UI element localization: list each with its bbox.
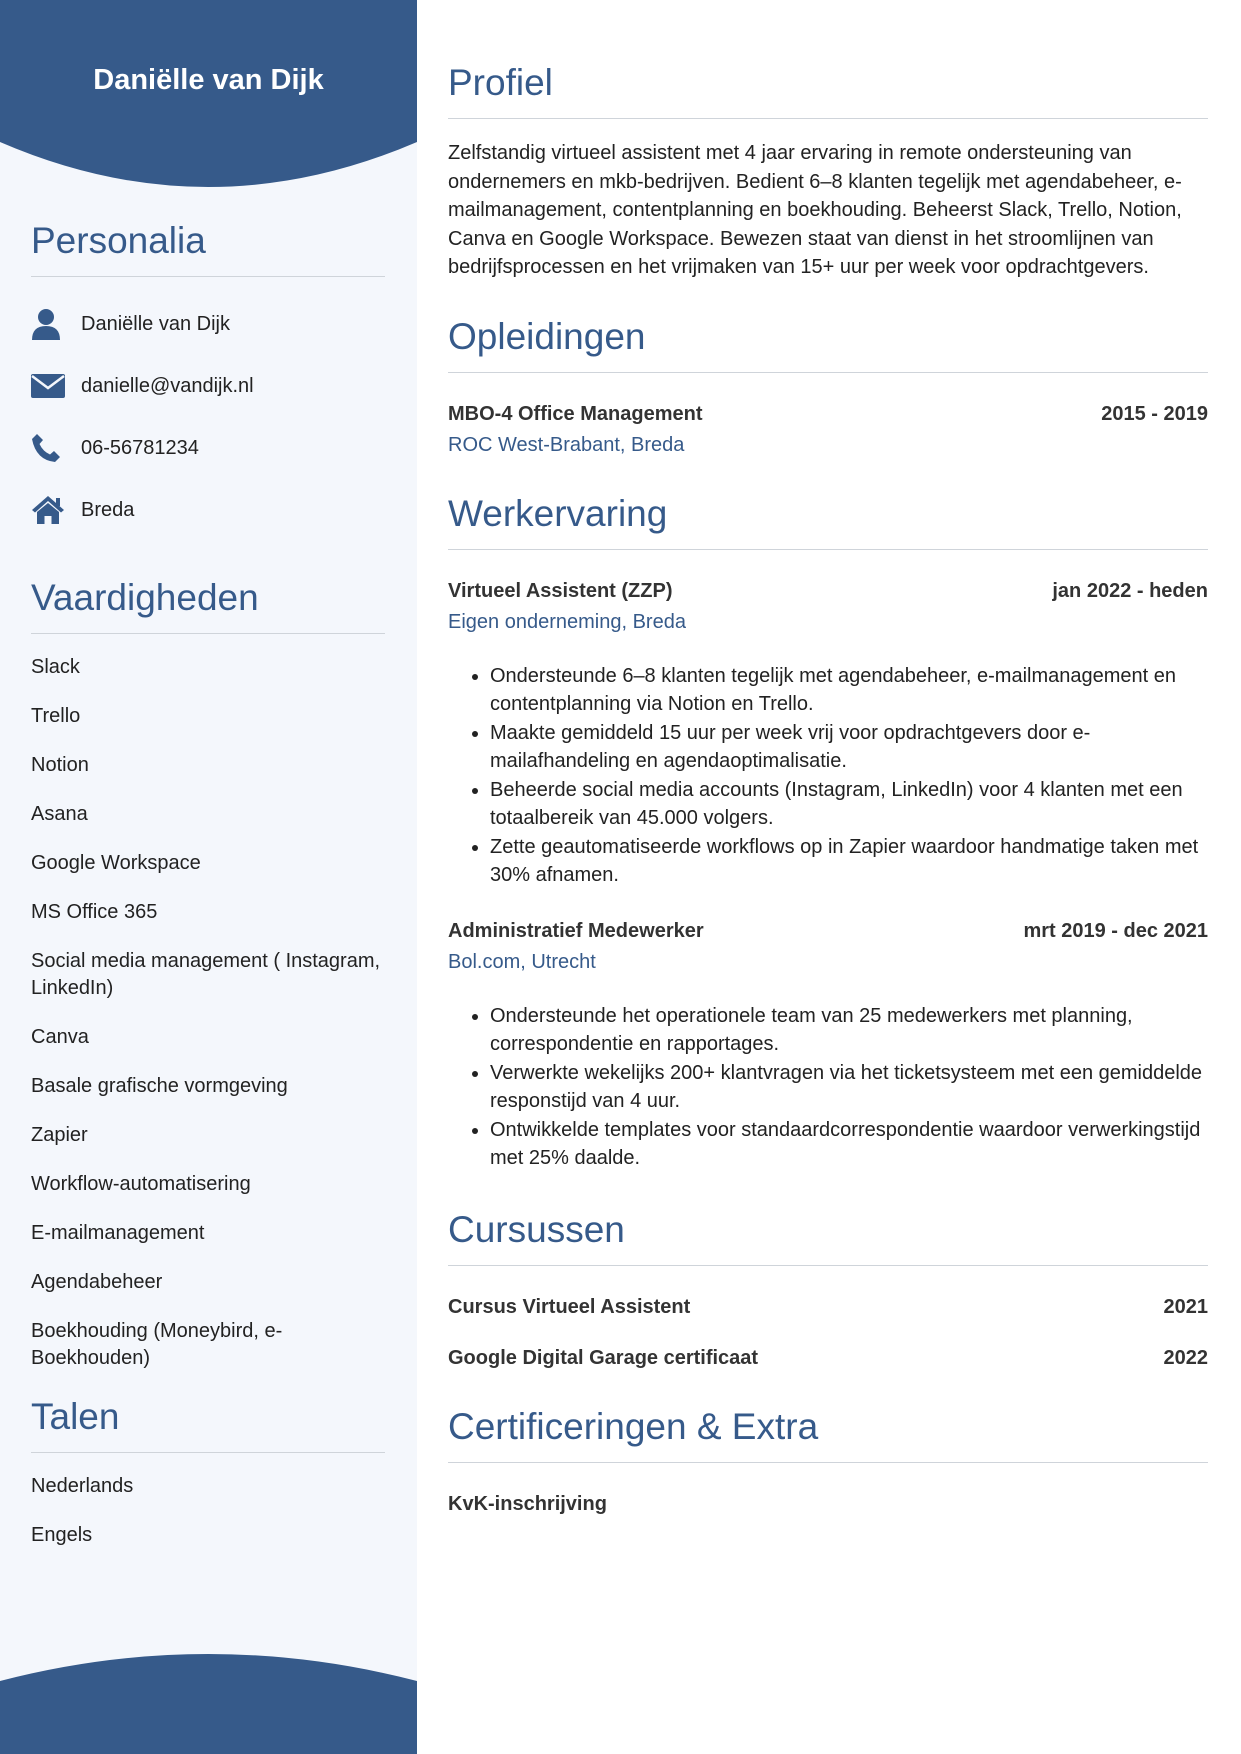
education-period: 2015 - 2019 bbox=[1101, 402, 1208, 425]
home-icon bbox=[31, 493, 67, 527]
vaardigheden-heading: Vaardigheden bbox=[31, 577, 385, 634]
profiel-text: Zelfstandig virtueel assistent met 4 jaar ervaring in remote ondersteuning van ondernemers en mkb-bedrijven. Bedient 6–8 klanten tegelijk met agendabeheer, e-mailmanagement, contentplanning en boekhouding. Beheerst Slack, Trello, Notion, Canva en Google Workspace. Bewezen staat van dienst in het stroomlijnen van bedrijfsprocessen en het vrijmaken van 15+ uur per week voor opdrachtgevers. bbox=[448, 142, 1182, 278]
profiel-heading: Profiel bbox=[448, 62, 1208, 119]
contact-phone-text: 06-56781234 bbox=[81, 436, 199, 459]
course-year: 2021 bbox=[1163, 1295, 1208, 1318]
contact-list bbox=[31, 293, 385, 541]
job-title: Virtueel Assistent (ZZP) bbox=[448, 579, 673, 602]
job-bullet: • Verwerkte wekelijks 200+ klantvragen via het ticketsysteem met een gemiddelde responstijd van 4 uur. bbox=[490, 1059, 1208, 1116]
contact-email[interactable] bbox=[31, 355, 385, 417]
education-title: MBO-4 Office Management bbox=[448, 402, 703, 425]
skill-item: Canva bbox=[31, 1026, 89, 1048]
job-bullet: • Maakte gemiddeld 15 uur per week vrij voor opdrachtgevers door e-mailafhandeling en agendaoptimalisatie. bbox=[490, 719, 1208, 776]
job-bullet: • Ontwikkelde templates voor standaardcorrespondentie waardoor verwerkingstijd met 25% daalde. bbox=[490, 1116, 1208, 1173]
main-content bbox=[448, 62, 1208, 1516]
profiel-section bbox=[448, 62, 1208, 282]
skill-item: Google Workspace bbox=[31, 852, 201, 874]
sidebar-name: Daniëlle van Dijk bbox=[93, 64, 324, 96]
cursussen-section bbox=[448, 1209, 1208, 1370]
opleidingen-heading: Opleidingen bbox=[448, 316, 1208, 373]
contact-email-text: danielle@vandijk.nl bbox=[81, 374, 254, 397]
werkervaring-heading: Werkervaring bbox=[448, 493, 1208, 550]
sidebar-content bbox=[31, 220, 385, 1571]
job-bullet: • Beheerde social media accounts (Instagram, LinkedIn) voor 4 klanten met een totaalbereik van 45.000 volgers. bbox=[490, 776, 1208, 833]
certification-title: KvK-inschrijving bbox=[448, 1492, 607, 1515]
opleidingen-section bbox=[448, 316, 1208, 457]
course-title: Cursus Virtueel Assistent bbox=[448, 1295, 691, 1318]
sidebar bbox=[0, 0, 417, 1754]
job-bullet: • Zette geautomatiseerde workflows op in Zapier waardoor handmatige taken met 30% afnamen. bbox=[490, 833, 1208, 890]
skills-list bbox=[31, 654, 385, 1372]
contact-location-text: Breda bbox=[81, 498, 135, 521]
job-bullets bbox=[448, 1002, 1208, 1173]
certification-item bbox=[448, 1493, 1208, 1516]
talen-heading: Talen bbox=[31, 1396, 385, 1453]
language-item: Engels bbox=[31, 1524, 93, 1546]
certificeringen-section bbox=[448, 1406, 1208, 1516]
skill-item: Zapier bbox=[31, 1124, 88, 1146]
skill-item: E-mailmanagement bbox=[31, 1222, 205, 1244]
skill-item: Basale grafische vormgeving bbox=[31, 1075, 288, 1097]
skill-item: Social media management ( Instagram, LinkedIn) bbox=[31, 950, 381, 999]
contact-location bbox=[31, 479, 385, 541]
job-bullet: • Ondersteunde het operationele team van 25 medewerkers met planning, correspondentie en rapportages. bbox=[490, 1002, 1208, 1059]
skill-item: Agendabeheer bbox=[31, 1271, 163, 1293]
entry-header bbox=[448, 920, 1208, 943]
job-bullets bbox=[448, 662, 1208, 890]
job-bullet: • Ondersteunde 6–8 klanten tegelijk met agendabeheer, e-mailmanagement en contentplanning via Notion en Trello. bbox=[490, 662, 1208, 719]
job-entry bbox=[448, 920, 1208, 1173]
job-entry bbox=[448, 580, 1208, 890]
job-period: jan 2022 - heden bbox=[1052, 579, 1208, 602]
envelope-icon bbox=[31, 369, 67, 403]
skill-item: Boekhouding (Moneybird, e-Boekhouden) bbox=[31, 1320, 283, 1369]
cursussen-heading: Cursussen bbox=[448, 1209, 1208, 1266]
certificeringen-heading: Certificeringen & Extra bbox=[448, 1406, 1208, 1463]
skill-item: Workflow-automatisering bbox=[31, 1173, 251, 1195]
course-year: 2022 bbox=[1163, 1346, 1208, 1369]
skill-item: MS Office 365 bbox=[31, 901, 158, 923]
contact-name-text: Daniëlle van Dijk bbox=[81, 312, 230, 335]
course-title: Google Digital Garage certificaat bbox=[448, 1346, 759, 1369]
course-item bbox=[448, 1296, 1208, 1319]
contact-phone[interactable] bbox=[31, 417, 385, 479]
skill-item: Slack bbox=[31, 656, 80, 678]
job-org: Eigen onderneming, Breda bbox=[448, 610, 686, 633]
contact-name bbox=[31, 293, 385, 355]
skill-item: Trello bbox=[31, 705, 81, 727]
course-item bbox=[448, 1347, 1208, 1370]
job-org: Bol.com, Utrecht bbox=[448, 950, 596, 973]
phone-icon bbox=[31, 431, 67, 465]
job-title: Administratief Medewerker bbox=[448, 919, 704, 942]
person-icon bbox=[31, 307, 67, 341]
education-entry bbox=[448, 403, 1208, 457]
education-org: ROC West-Brabant, Breda bbox=[448, 433, 685, 456]
entry-header bbox=[448, 403, 1208, 426]
werkervaring-section bbox=[448, 493, 1208, 1173]
personalia-heading: Personalia bbox=[31, 220, 385, 277]
skill-item: Notion bbox=[31, 754, 89, 776]
sidebar-footer-arc bbox=[0, 1654, 417, 1754]
skill-item: Asana bbox=[31, 803, 88, 825]
job-period: mrt 2019 - dec 2021 bbox=[1023, 919, 1208, 942]
languages-list bbox=[31, 1473, 385, 1549]
language-item: Nederlands bbox=[31, 1475, 134, 1497]
entry-header bbox=[448, 580, 1208, 603]
